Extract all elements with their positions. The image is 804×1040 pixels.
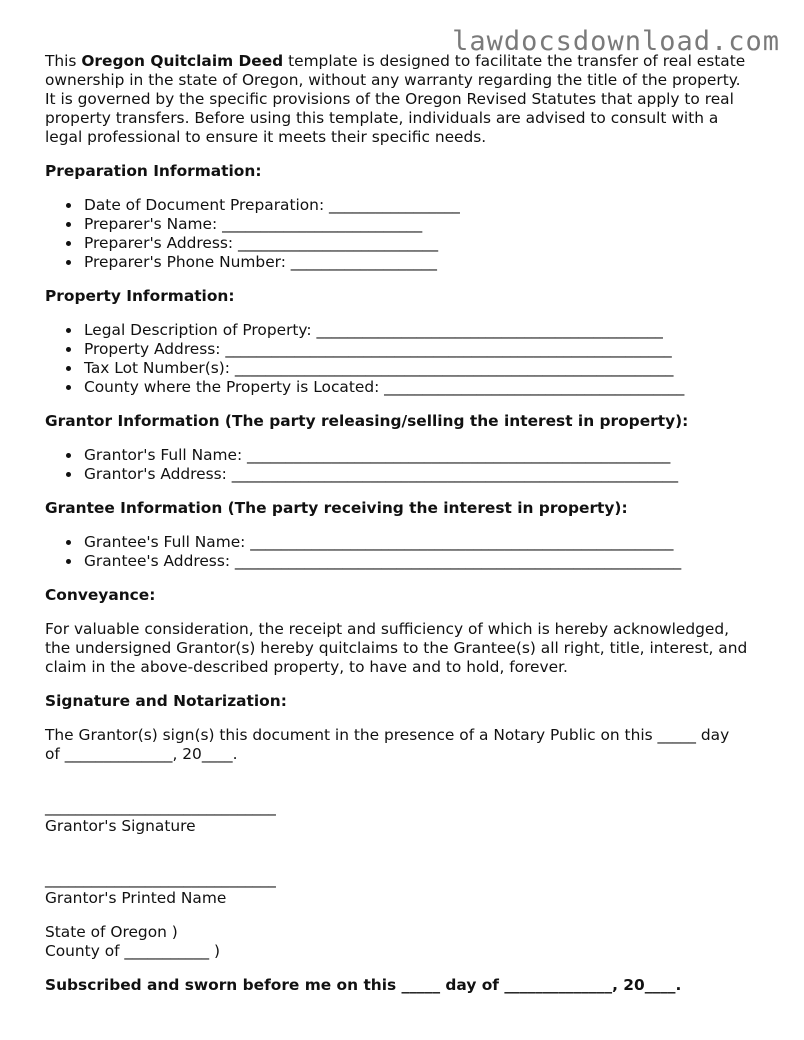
grantor-printed-name-label: Grantor's Printed Name [45,889,227,907]
list-item: Preparer's Name: __________________________ [45,215,775,234]
intro-paragraph [45,52,767,147]
notary-line: of ______________, 20____. [45,745,238,763]
document-name: Oregon Quitclaim Deed [81,52,284,70]
grantee-heading: Grantee Information (The party receiving the interest in property): [45,499,628,517]
grantee-list [45,533,775,571]
conveyance-line: the undersigned Grantor(s) hereby quitclaims to the Grantee(s) all right, title, interest, and [45,639,748,657]
list-item: Grantee's Address: __________________________________________________________ [45,552,775,571]
list-item: Date of Document Preparation: _________________ [45,196,775,215]
preparation-list [45,196,775,272]
intro-line-5: legal professional to ensure it meets their specific needs. [45,128,487,146]
property-heading: Property Information: [45,287,235,305]
preparation-heading: Preparation Information: [45,162,262,180]
list-item: Grantor's Full Name: _______________________________________________________ [45,446,775,465]
grantor-heading: Grantor Information (The party releasing/selling the interest in property): [45,412,689,430]
grantor-signature-line: ______________________________ [45,798,276,816]
list-item: Property Address: __________________________________________________________ [45,340,775,359]
list-item: County where the Property is Located: _______________________________________ [45,378,775,397]
list-item: Legal Description of Property: _____________________________________________ [45,321,775,340]
list-item: Preparer's Phone Number: ___________________ [45,253,775,272]
list-item: Tax Lot Number(s): _________________________________________________________ [45,359,775,378]
notary-statement [45,726,775,764]
signature-heading: Signature and Notarization: [45,692,287,710]
intro-line-3: It is governed by the specific provisions of the Oregon Revised Statutes that apply to real [45,90,734,108]
conveyance-paragraph [45,620,775,677]
intro-line-2: ownership in the state of Oregon, without any warranty regarding the title of the property. [45,71,741,89]
grantor-list [45,446,775,484]
conveyance-line: For valuable consideration, the receipt and sufficiency of which is hereby acknowledged, [45,620,730,638]
list-item: Grantor's Address: __________________________________________________________ [45,465,775,484]
intro-line-1: This Oregon Quitclaim Deed template is designed to facilitate the transfer of real estate [45,52,746,70]
quitclaim-deed-document [45,52,775,995]
grantor-printed-name-line: ______________________________ [45,870,276,888]
list-item: Grantee's Full Name: _______________________________________________________ [45,533,775,552]
subscribed-sworn-line: Subscribed and sworn before me on this _____ day of ______________, 20____. [45,976,682,994]
county-line: County of ___________ ) [45,942,220,960]
conveyance-heading: Conveyance: [45,586,156,604]
property-list [45,321,775,397]
list-item: Preparer's Address: __________________________ [45,234,775,253]
state-line: State of Oregon ) [45,923,178,941]
intro-line-4: property transfers. Before using this template, individuals are advised to consult with a [45,109,719,127]
notary-line: The Grantor(s) sign(s) this document in the presence of a Notary Public on this _____ day [45,726,730,744]
conveyance-line: claim in the above-described property, to have and to hold, forever. [45,658,568,676]
grantor-signature-label: Grantor's Signature [45,817,196,835]
site-watermark: lawdocsdownload.com [452,26,780,57]
